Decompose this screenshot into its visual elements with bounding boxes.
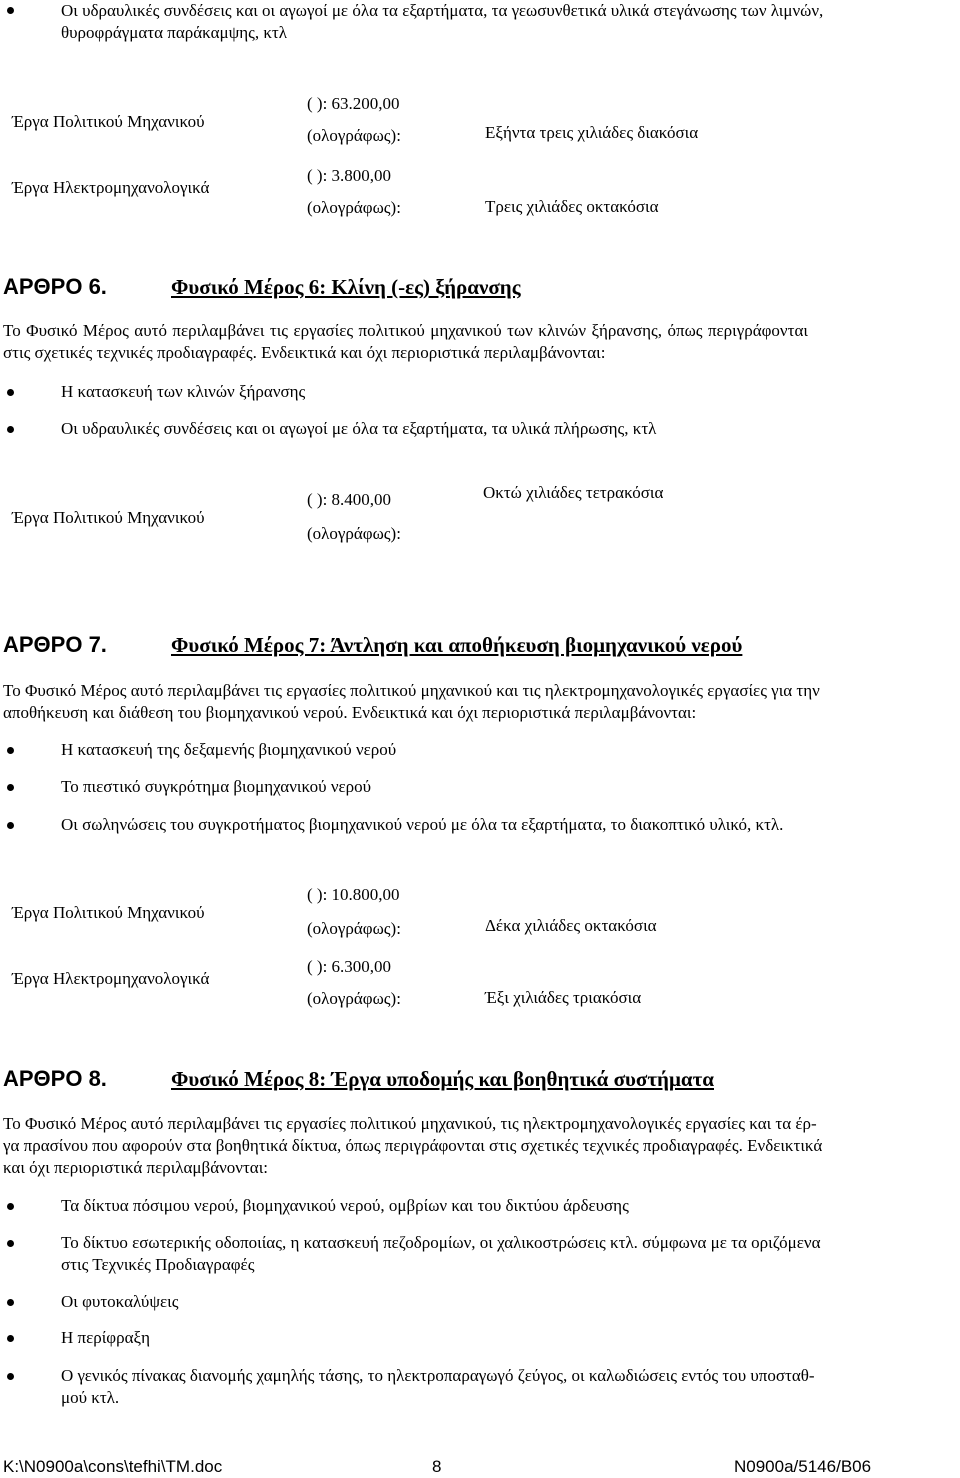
bullet-text: Η κατασκευή των κλινών ξήρανσης — [61, 382, 306, 401]
cost-words: Εξήντα τρεις χιλιάδες διακόσια — [485, 123, 699, 142]
bullet-text: Το δίκτυο εσωτερικής οδοποιίας, η κατασκευή πεζοδρομίων, οι χαλικοστρώσεις κτλ. σύμφωνα με τα οριζόμενα — [61, 1233, 821, 1252]
cost-amount: ( ): 3.800,00 — [307, 166, 392, 185]
bullet-text: μού κτλ. — [61, 1388, 120, 1407]
bullet-marker — [7, 1373, 14, 1380]
article-intro-line: στις σχετικές τεχνικές προδιαγραφές. Ενδεικτικά και όχι περιοριστικά περιλαμβάνονται: — [3, 343, 606, 362]
bullet-text: στις Τεχνικές Προδιαγραφές — [61, 1255, 255, 1274]
footer-file-path: K:\N0900a\cons\tefhi\TM.doc — [3, 1457, 223, 1476]
bullet-text: Τα δίκτυα πόσιμου νερού, βιομηχανικού νερού, ομβρίων και του δικτύου άρδευσης — [61, 1196, 629, 1215]
bullet-marker — [7, 747, 14, 754]
cost-words-label: (ολογράφως): — [307, 198, 401, 217]
cost-category: Έργα Πολιτικού Μηχανικού — [12, 112, 205, 131]
cost-words: Τρεις χιλιάδες οκτακόσια — [485, 197, 659, 216]
footer-doc-code: N0900a/5146/B06 — [734, 1457, 872, 1476]
cost-category: Έργα Ηλεκτρομηχανολογικά — [12, 969, 210, 988]
bullet-marker — [7, 7, 14, 14]
article-title: Φυσικό Μέρος 7: Άντληση και αποθήκευση βιομηχανικού νερού — [171, 633, 743, 657]
bullet-marker — [7, 1299, 14, 1306]
bullet-marker — [7, 426, 14, 433]
cost-amount: ( ): 10.800,00 — [307, 885, 400, 904]
cost-category: Έργα Ηλεκτρομηχανολογικά — [12, 178, 210, 197]
bullet-text: Οι φυτοκαλύψεις — [61, 1292, 179, 1311]
bullet-marker — [7, 389, 14, 396]
cost-amount: ( ): 63.200,00 — [307, 94, 400, 113]
article-intro-line: Το Φυσικό Μέρος αυτό περιλαμβάνει τις εργασίες πολιτικού μηχανικού, τις ηλεκτρομηχανολογικές εργασίες και τα έρ- — [3, 1114, 817, 1133]
top-bullet-line-1: Οι υδραυλικές συνδέσεις και οι αγωγοί με όλα τα εξαρτήματα, τα γεωσυνθετικά υλικά στεγάνωσης των λιμνών, — [61, 1, 824, 20]
cost-words: Δέκα χιλιάδες οκτακόσια — [485, 916, 657, 935]
bullet-marker — [7, 1335, 14, 1342]
article-intro-line: γα πρασίνου που αφορούν στα βοηθητικά δίκτυα, όπως περιγράφονται στις σχετικές τεχνικές προδιαγραφές. Ενδεικτικά — [3, 1136, 823, 1155]
cost-amount: ( ): 6.300,00 — [307, 957, 392, 976]
bullet-marker — [7, 784, 14, 791]
article-title: Φυσικό Μέρος 6: Κλίνη (-ες) ξήρανσης — [171, 275, 521, 299]
article-intro-line: αποθήκευση και διάθεση του βιομηχανικού νερού. Ενδεικτικά και όχι περιοριστικά περιλαμβάνονται: — [3, 703, 697, 722]
bullet-text: Οι υδραυλικές συνδέσεις και οι αγωγοί με όλα τα εξαρτήματα, τα υλικά πλήρωσης, κτλ — [61, 419, 657, 438]
cost-words-label: (ολογράφως): — [307, 126, 401, 145]
cost-words-label: (ολογράφως): — [307, 524, 401, 543]
bullet-marker — [7, 1203, 14, 1210]
bullet-text: Η περίφραξη — [61, 1328, 150, 1347]
bullet-text: Η κατασκευή της δεξαμενής βιομηχανικού νερού — [61, 740, 397, 759]
article-title: Φυσικό Μέρος 8: Έργα υποδομής και βοηθητικά συστήματα — [171, 1067, 714, 1091]
bullet-text: Το πιεστικό συγκρότημα βιομηχανικού νερού — [61, 777, 372, 796]
article-number: ΑΡΘΡΟ 8. — [3, 1066, 107, 1091]
article-number: ΑΡΘΡΟ 7. — [3, 632, 107, 657]
cost-category: Έργα Πολιτικού Μηχανικού — [12, 903, 205, 922]
bullet-marker — [7, 822, 14, 829]
cost-category: Έργα Πολιτικού Μηχανικού — [12, 508, 205, 527]
article-intro-line: και όχι περιοριστικά περιλαμβάνονται: — [3, 1158, 269, 1177]
bullet-marker — [7, 1240, 14, 1247]
cost-words: Οκτώ χιλιάδες τετρακόσια — [483, 483, 664, 502]
article-number: ΑΡΘΡΟ 6. — [3, 274, 107, 299]
cost-words-label: (ολογράφως): — [307, 989, 401, 1008]
bullet-text: Ο γενικός πίνακας διανομής χαμηλής τάσης, το ηλεκτροπαραγωγό ζεύγος, οι καλωδιώσεις εντός του υποσταθ- — [61, 1366, 815, 1385]
cost-words-label: (ολογράφως): — [307, 919, 401, 938]
top-bullet-line-2: θυροφράγματα παράκαμψης, κτλ — [61, 23, 287, 42]
cost-words: Έξι χιλιάδες τριακόσια — [485, 988, 642, 1007]
cost-amount: ( ): 8.400,00 — [307, 490, 392, 509]
article-intro-line: Το Φυσικό Μέρος αυτό περιλαμβάνει τις εργασίες πολιτικού μηχανικού και τις ηλεκτρομηχανολογικές εργασίες για την — [3, 681, 820, 700]
article-intro-line: Το Φυσικό Μέρος αυτό περιλαμβάνει τις εργασίες πολιτικού μηχανικού των κλινών ξήρανσης, όπως περιγράφονται — [3, 321, 808, 340]
bullet-text: Οι σωληνώσεις του συγκροτήματος βιομηχανικού νερού με όλα τα εξαρτήματα, το διακοπτικό υλικό, κτλ. — [61, 815, 784, 834]
footer-page-number: 8 — [432, 1457, 442, 1476]
